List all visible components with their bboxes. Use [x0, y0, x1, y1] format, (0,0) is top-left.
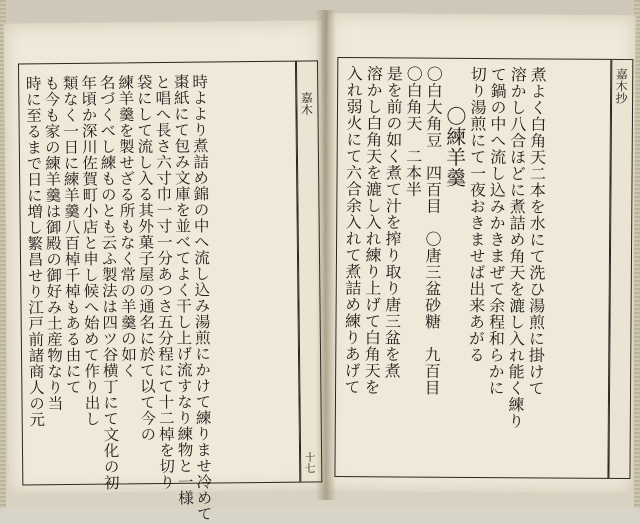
text-column: と唱へ長さ六寸巾一寸一分あつさ五分程にて十二棹を切り — [153, 73, 176, 491]
text-column: て鍋の中へ流し込みかきまぜて余程和らかに — [486, 66, 508, 397]
ingredient-line: 〇白大角豆 四百目 〇唐三盆砂糖 九百目 — [422, 65, 444, 396]
recipe-heading: 〇練羊羹 — [442, 105, 468, 188]
right-page-body — [343, 65, 546, 466]
text-column: 練羊羹を製せざる所もなく常の羊羹の如く — [116, 74, 138, 379]
right-margin-strip — [608, 59, 633, 479]
left-page-body — [23, 73, 213, 522]
ingredient-line: 〇白角天 二本半 — [403, 65, 424, 198]
text-column: 溶かし白角天を漉し入れ練り上げて白角天を — [362, 65, 384, 396]
text-column: 煮よく白角天二本を水にて洗ひ湯煎に掛けて — [526, 66, 548, 397]
right-margin-label: 嘉木抄 — [614, 67, 629, 105]
text-column: 時よより煮詰め錦の中へ流し込み湯煎にかけて練りませ冷めて — [190, 73, 213, 522]
text-column: 是を前の如く煮て汁を搾り取り唐三盆を煮 — [382, 65, 404, 379]
text-column: 年頃か深川佐賀町小店と申し候へ始めて作り出し — [79, 74, 101, 427]
text-column: も今も家の練羊羹は御殿の御好み土産物なり当 — [42, 75, 64, 412]
left-margin-label: 嘉木 — [299, 91, 314, 116]
text-column: 名づくべし練ものとも云ふ製法は四ツ谷横丁にて文化の初 — [97, 74, 120, 491]
left-page — [4, 20, 327, 522]
text-column: 溶かし八合ほどに煮詰め角天を漉し入れ能く練り — [505, 66, 528, 430]
text-column: 類なく一日に練羊羹八百棹千棹もある由にて — [60, 74, 82, 396]
right-page — [324, 13, 635, 493]
text-column: 入れ弱火にて六合余入れて煮詰め練りあげて — [342, 65, 364, 396]
book-gutter — [316, 10, 336, 500]
left-page-number: 十七 — [303, 451, 317, 474]
text-column: 切り湯煎にて一夜おきませば出来あがる — [466, 65, 488, 364]
text-column: 袋にして流し入る其外菓子屋の通名に於て以て今の — [134, 74, 157, 443]
text-column: 時に至るまで日に増し繁昌せり江戸前諸商人の元 — [23, 75, 46, 428]
text-column: 棗紙にて包み文庫を並べてよく干し上げ流すなり練物と一様 — [171, 73, 195, 506]
